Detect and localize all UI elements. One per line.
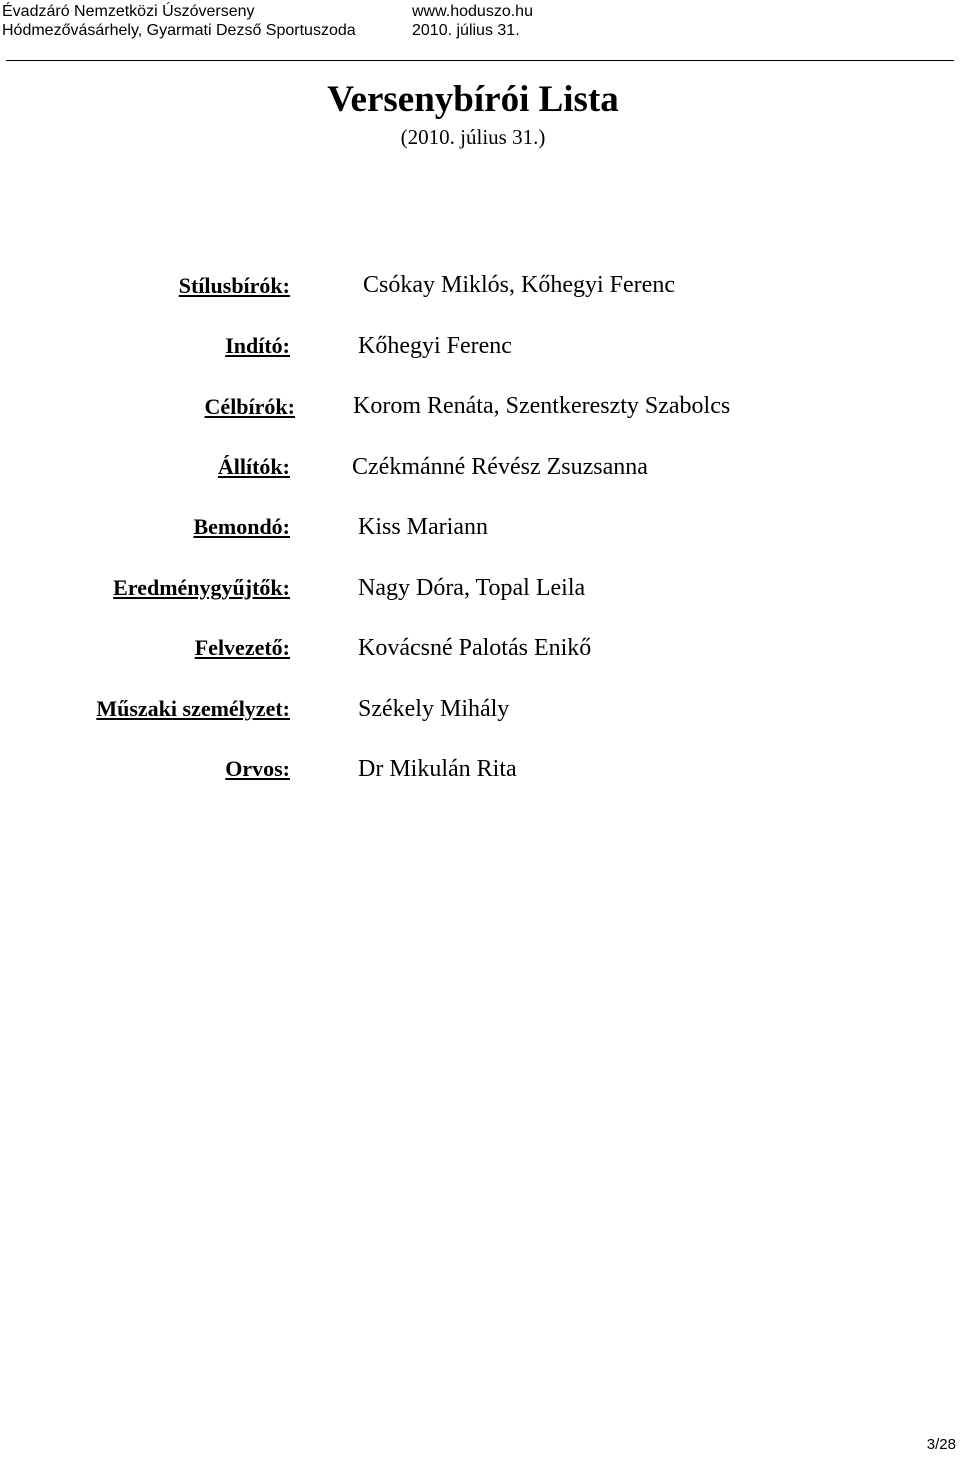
role-label: Eredménygyűjtők: <box>113 575 290 600</box>
venue: Hódmezővásárhely, Gyarmati Dezső Sportuszoda <box>2 22 356 39</box>
official-names: Kőhegyi Ferenc <box>358 333 512 359</box>
role-label: Célbírók: <box>204 394 295 419</box>
role-label: Állítók: <box>217 454 290 479</box>
official-names: Kiss Mariann <box>358 514 488 540</box>
official-names: Csókay Miklós, Kőhegyi Ferenc <box>363 272 675 298</box>
official-names: Dr Mikulán Rita <box>358 756 517 782</box>
header-divider <box>6 60 954 61</box>
page-number: 3/28 <box>926 1436 956 1453</box>
page-title: Versenybírói Lista <box>327 79 619 120</box>
website-link[interactable]: www.hoduszo.hu <box>412 3 533 20</box>
role-label: Orvos: <box>225 756 290 781</box>
role-label: Stílusbírók: <box>178 273 290 298</box>
event-name: Évadzáró Nemzetközi Úszóverseny <box>2 3 255 20</box>
official-names: Czékmánné Révész Zsuzsanna <box>352 454 648 480</box>
official-names: Nagy Dóra, Topal Leila <box>358 575 586 601</box>
role-label: Műszaki személyzet: <box>96 696 290 721</box>
official-names: Kovácsné Palotás Enikő <box>358 635 592 661</box>
page-subtitle: (2010. július 31.) <box>400 125 546 149</box>
official-names: Korom Renáta, Szentkereszty Szabolcs <box>353 393 731 419</box>
event-date: 2010. július 31. <box>412 22 520 39</box>
role-label: Felvezető: <box>194 635 290 660</box>
official-names: Székely Mihály <box>358 696 510 722</box>
role-label: Indító: <box>225 333 290 358</box>
role-label: Bemondó: <box>193 514 290 539</box>
